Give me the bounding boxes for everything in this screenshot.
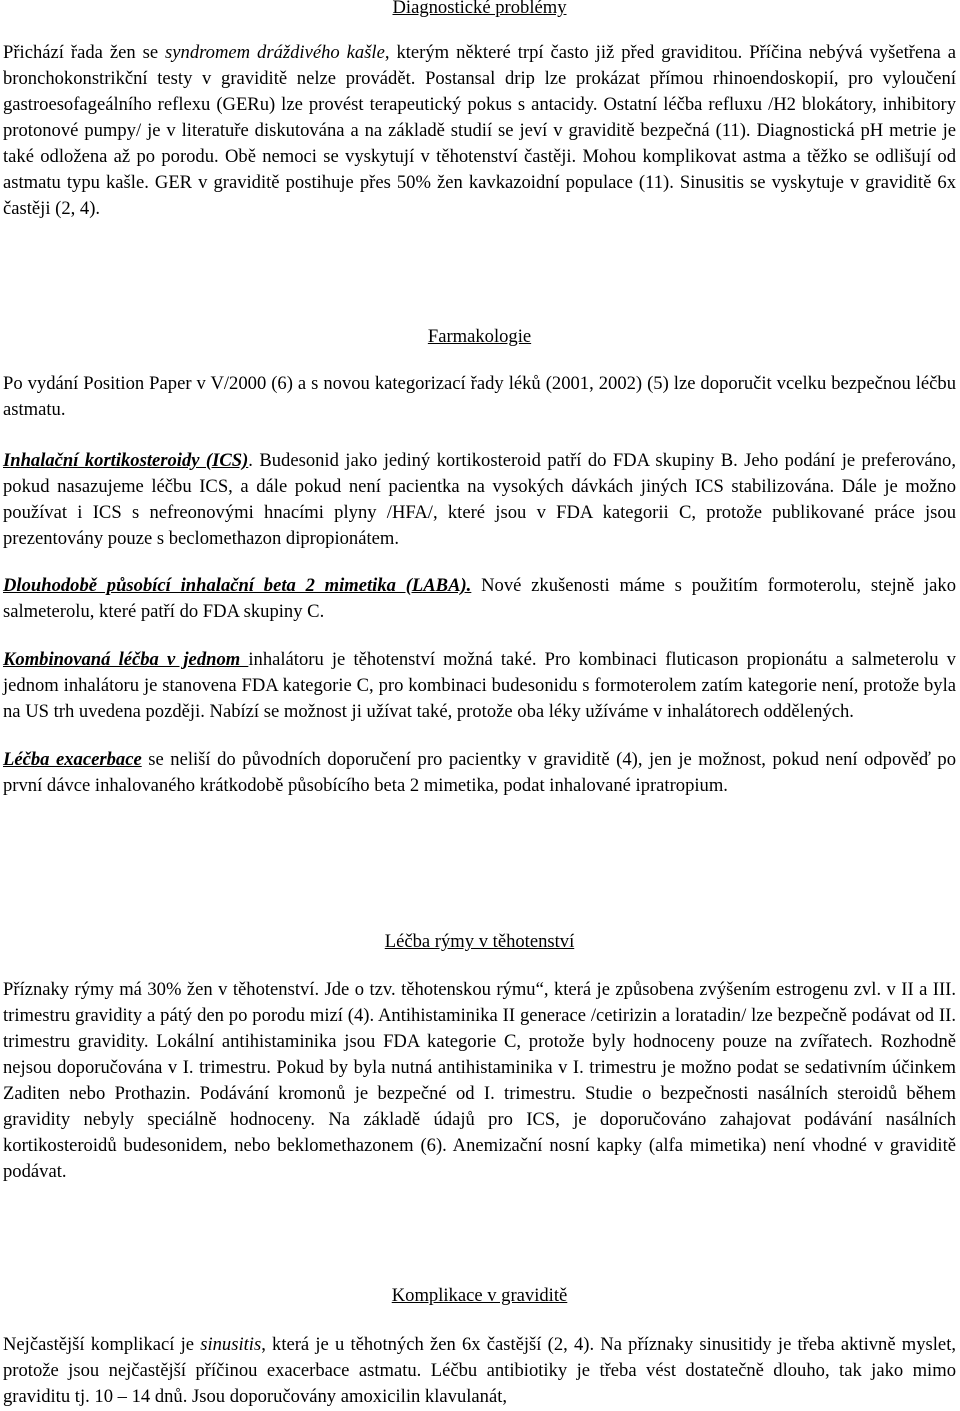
subheading-ics: Inhalační kortikosteroidy (ICS) — [3, 450, 249, 471]
section-pharmacology — [3, 324, 956, 799]
paragraph-laba — [3, 573, 956, 625]
paragraph — [3, 1332, 956, 1410]
section-heading: Farmakologie — [427, 326, 532, 347]
text-run: se neliší do původních doporučení pro pacientky v graviditě (4), jen je možnost, pokud není odpověď po první dávce inhalovaného krátkodobě působícího beta 2 mimetika, podat inhalované ipratropium. — [3, 749, 956, 796]
paragraph: Příznaky rýmy má 30% žen v těhotenství. Jde o tzv. těhotenskou rýmu“, která je způsobena zvýšením estrogenu zvl. v II a III. trimestru gravidity a pátý den po porodu mizí (4). Antihistaminika II generace /cetirizin a loratadin/ lze bezpečně podávat od II. trimestru gravidity. Lokální antihistaminika jsou FDA kategorie C, protože byly hodnoceny pouze na zvířatech. Rozhodně nejsou doporučována v I. trimestru. Pokud by byla nutná antihistaminika v I. trimestru je možno podat se sedativním účinkem Zaditen nebo Prothazin. Podávání kromonů je bezpečné od I. trimestru. Studie o bezpečnosti nasálních steroidů během gravidity nebyly speciálně hodnoceny. Na základě údajů pro ICS, je doporučováno zahajovat podávání nasálních kortikosteroidů budesonidem, nebo beklomethazonem (6). Anemizační nosní kapky (alfa mimetika) není vhodné v graviditě podávat. — [3, 979, 956, 1182]
paragraph-combination — [3, 647, 956, 725]
section-rhinitis-treatment — [3, 929, 956, 1185]
italic-term: sinusitis — [200, 1334, 262, 1355]
text-run: Nejčastější komplikací je — [3, 1334, 201, 1355]
subheading-laba: Dlouhodobě působící inhalační beta 2 mimetika (LABA). — [3, 575, 472, 596]
text-run: Nové zkušenosti máme s použitím formoterolu, stejně jako salmeterolu, které patří do FDA skupiny C. — [3, 575, 956, 622]
subheading-exacerbation: Léčba exacerbace — [3, 749, 142, 770]
text-run: , která je u těhotných žen 6x častější (2, 4). Na příznaky sinusitidy je třeba aktivně myslet, protože jsou nejčastější příčinou exacerbace astmatu. Léčbu antibiotiky je třeba vést dostatečně dlouho, tak jako mimo graviditu tj. 10 – 14 dnů. Jsou doporučovány amoxicilin klavulanát, — [3, 1334, 957, 1407]
subheading-combination: Kombinovaná léčba v jednom — [3, 649, 249, 670]
text-run: . Budesonid jako jediný kortikosteroid patří do FDA skupiny B. Jeho podání je preferováno, pokud nasazujeme léčbu ICS, a dále pokud není pacientka na vysokých dávkách jiných ICS stabilizována. Dále je možno používat i ICS s nefreonovými hnacími plyny /HFA/, které jsou v FDA kategorii C, protože publikované práce jsou prezentovány pouze s beclomethazon dipropionátem. — [3, 450, 956, 549]
section-diagnostic-problems — [3, 0, 956, 222]
paragraph-ics — [3, 448, 956, 552]
italic-term: syndromem dráždivého kašle — [165, 42, 385, 63]
section-complications — [3, 1283, 956, 1410]
section-heading: Diagnostické problémy — [392, 0, 567, 18]
section-heading: Léčba rýmy v těhotenství — [384, 931, 575, 952]
text-run: , kterým některé trpí často již před graviditou. Příčina nebývá vyšetřena a bronchokonstrikční testy v graviditě nelze provádět. Postansal drip lze prokázat přímou rhinoendoskopií, pro vyloučení gastroesofageálního reflexu (GERu) lze provést terapeutický pokus s antacidy. Ostatní léčba refluxu /H2 blokátory, inhibitory protonové pumpy/ je v literatuře diskutována a na základě studií se jeví v graviditě bezpečná (11). Diagnostická pH metrie je také odložena až po porodu. Obě nemoci se vyskytují v těhotenství častěji. Mohou komplikovat astma a těžko se odlišují od astmatu typu kašle. GER v graviditě postihuje přes 50% žen kavkazoidní populace (11). Sinusitis se vyskytuje v graviditě 6x častěji (2, 4). — [3, 42, 956, 219]
text-run: Přichází řada žen se — [3, 42, 166, 63]
paragraph: Po vydání Position Paper v V/2000 (6) a s novou kategorizací řady léků (2001, 2002) (5) lze doporučit vcelku bezpečnou léčbu astmatu. — [3, 373, 956, 420]
text-run: inhalátoru je těhotenství možná také. Pro kombinaci fluticason propionátu a salmeterolu v jednom inhalátoru je stanovena FDA kategorie C, pro kombinaci budesonidu s formoterolem zatím kategorie není, protože byla na US trh uvedena později. Nabízí se možnost ji užívat také, protože oba léky užíváme v inhalátorech oddělených. — [3, 649, 956, 722]
section-heading: Komplikace v graviditě — [391, 1285, 568, 1306]
paragraph — [3, 40, 956, 222]
paragraph-exacerbation — [3, 747, 956, 799]
